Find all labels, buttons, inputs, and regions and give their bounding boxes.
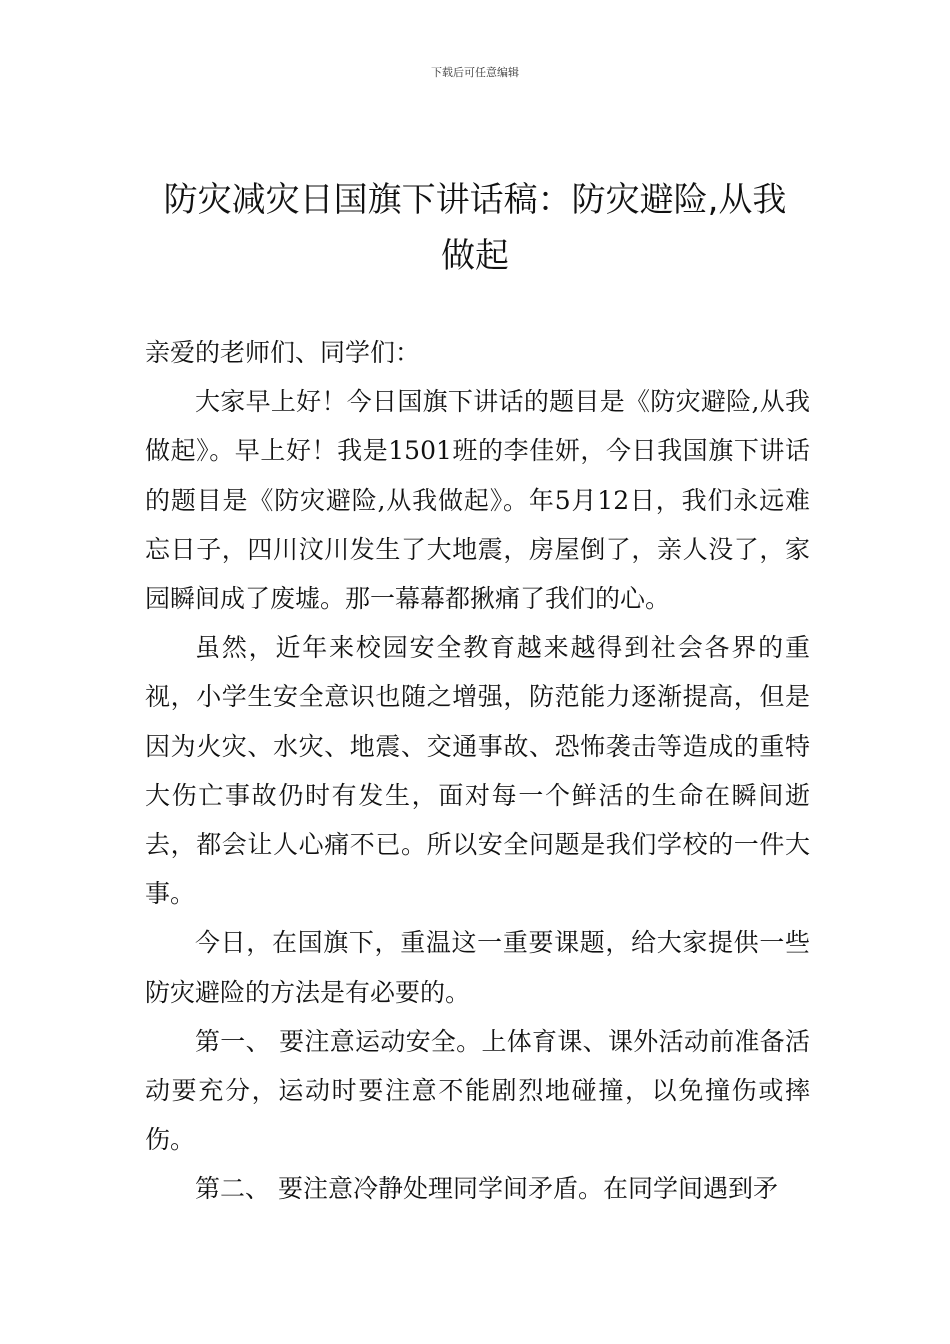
greeting: 亲爱的老师们、同学们： [145, 338, 421, 367]
paragraph-2: 虽然，近年来校园安全教育越来越得到社会各界的重视，小学生安全意识也随之增强，防范能力逐渐提高，但是因为火灾、水灾、地震、交通事故、恐怖袭击等造成的重特大伤亡事故仍时有发生，面对每一个鲜活的生命在瞬间逝去，都会让人心痛不已。所以安全问题是我们学校的一件大事。 [145, 633, 810, 909]
title-line-2: 做起 [441, 236, 509, 276]
header-note: 下载后可任意编辑 [431, 66, 519, 79]
paragraph-1: 大家早上好！今日国旗下讲话的题目是《防灾避险,从我做起》。早上好！我是1501班的李佳妍，今日我国旗下讲话的题目是《防灾避险,从我做起》。年5月12日，我们永远难忘日子，四川汶川发生了大地震，房屋倒了，亲人没了，家园瞬间成了废墟。那一幕幕都揪痛了我们的心。 [145, 387, 810, 614]
paragraph-3: 今日，在国旗下，重温这一重要课题，给大家提供一些防灾避险的方法是有必要的。 [145, 928, 810, 1007]
document-body [145, 328, 810, 1214]
document-title [120, 172, 830, 284]
paragraph-5: 第二、 要注意冷静处理同学间矛盾。在同学间遇到矛 [195, 1174, 778, 1204]
title-line-1: 防灾减灾日国旗下讲话稿：防灾避险,从我 [163, 180, 787, 220]
paragraph-4: 第一、 要注意运动安全。上体育课、课外活动前准备活动要充分，运动时要注意不能剧烈地碰撞，以免撞伤或摔伤。 [145, 1026, 810, 1155]
